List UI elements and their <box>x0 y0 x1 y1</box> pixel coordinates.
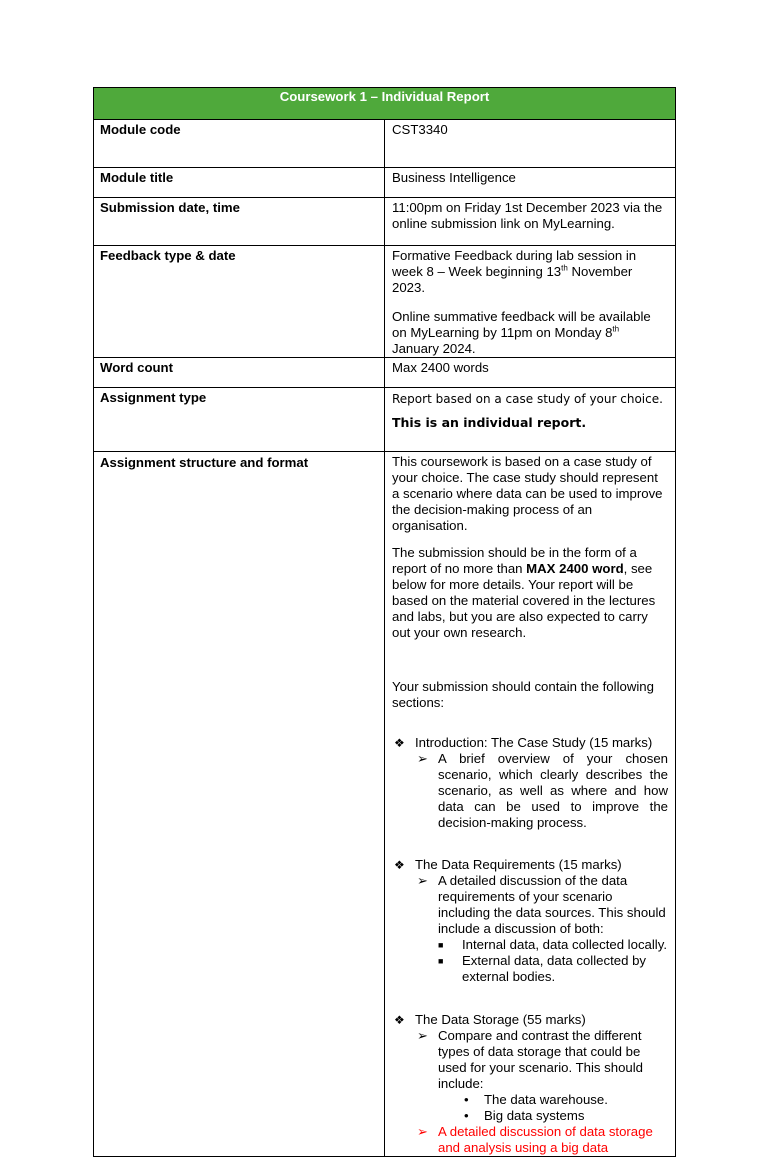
list-item: • Big data systems <box>464 1108 585 1123</box>
list-item: ■ External data, data collected by external bodies. <box>438 953 647 984</box>
label-submission: Submission date, time <box>94 198 385 246</box>
label-module-code: Module code <box>94 120 385 168</box>
coursework-table <box>93 87 676 1157</box>
table-header-row <box>94 88 676 120</box>
row-structure <box>94 452 676 1157</box>
label-word-count: Word count <box>94 358 385 388</box>
coursework-title: Coursework 1 – Individual Report <box>94 88 676 120</box>
row-feedback <box>94 246 676 358</box>
label-structure: Assignment structure and format <box>94 452 385 1157</box>
value-word-count: Max 2400 words <box>385 358 676 388</box>
value-module-title: Business Intelligence <box>385 168 676 198</box>
row-word-count <box>94 358 676 388</box>
section-introduction-detail: ➢ A brief overview of your chosen scenario, which clearly describes the scenario, as well as where and how data can be used to improve the decision-making process. <box>417 751 668 830</box>
diamond-bullet-icon: ❖ <box>394 736 405 750</box>
dot-bullet-icon: • <box>464 1092 469 1107</box>
section-data-storage-detail: ➢ Compare and contrast the different types of data storage that could be used for your scenario. This should include: <box>417 1028 644 1091</box>
label-feedback: Feedback type & date <box>94 246 385 358</box>
arrow-bullet-icon: ➢ <box>417 751 429 766</box>
value-submission: 11:00pm on Friday 1st December 2023 via the online submission link on MyLearning. <box>385 198 676 246</box>
diamond-bullet-icon: ❖ <box>394 1013 405 1027</box>
section-data-requirements: ❖ The Data Requirements (15 marks) <box>394 857 622 872</box>
value-structure <box>385 452 676 1157</box>
square-bullet-icon: ■ <box>438 956 444 966</box>
section-data-requirements-detail: ➢ A detailed discussion of the data requirements of your scenario including the data sources. This should include a discussion of both: <box>417 873 666 936</box>
feedback-formative: Formative Feedback during lab session in week 8 – Week beginning 13th November 2023. <box>392 248 637 295</box>
value-assignment-type <box>385 388 676 452</box>
list-item: ■ Internal data, data collected locally. <box>438 937 668 952</box>
feedback-summative: Online summative feedback will be available on MyLearning by 11pm on Monday 8th January 2024. <box>392 309 651 356</box>
value-feedback <box>385 246 676 358</box>
label-assignment-type: Assignment type <box>94 388 385 452</box>
arrow-bullet-icon: ➢ <box>417 1124 429 1139</box>
arrow-bullet-icon: ➢ <box>417 1028 429 1043</box>
row-module-code <box>94 120 676 168</box>
structure-intro: This coursework is based on a case study of your choice. The case study should represent a scenario where data can be used to improve the decision-making process of an organisation. <box>392 454 663 533</box>
square-bullet-icon: ■ <box>438 940 444 950</box>
section-data-storage: ❖ The Data Storage (55 marks) <box>394 1012 586 1027</box>
label-module-title: Module title <box>94 168 385 198</box>
arrow-bullet-icon: ➢ <box>417 873 429 888</box>
structure-sections-lead: Your submission should contain the following sections: <box>392 679 654 710</box>
diamond-bullet-icon: ❖ <box>394 858 405 872</box>
row-submission <box>94 198 676 246</box>
assignment-type-line2: This is an individual report. <box>392 415 587 430</box>
section-introduction: ❖ Introduction: The Case Study (15 marks) <box>394 735 653 750</box>
row-assignment-type <box>94 388 676 452</box>
row-module-title <box>94 168 676 198</box>
assignment-type-line1: Report based on a case study of your choice. <box>392 392 663 406</box>
dot-bullet-icon: • <box>464 1108 469 1123</box>
value-module-code: CST3340 <box>385 120 676 168</box>
section-data-storage-detail-2: ➢ A detailed discussion of data storage and analysis using a big data <box>417 1124 653 1155</box>
list-item: • The data warehouse. <box>464 1092 608 1107</box>
structure-format: The submission should be in the form of a report of no more than MAX 2400 word, see below for more details. Your report will be based on the material covered in the lectures and labs, but you are also expected to carry out your own research. <box>392 545 656 640</box>
